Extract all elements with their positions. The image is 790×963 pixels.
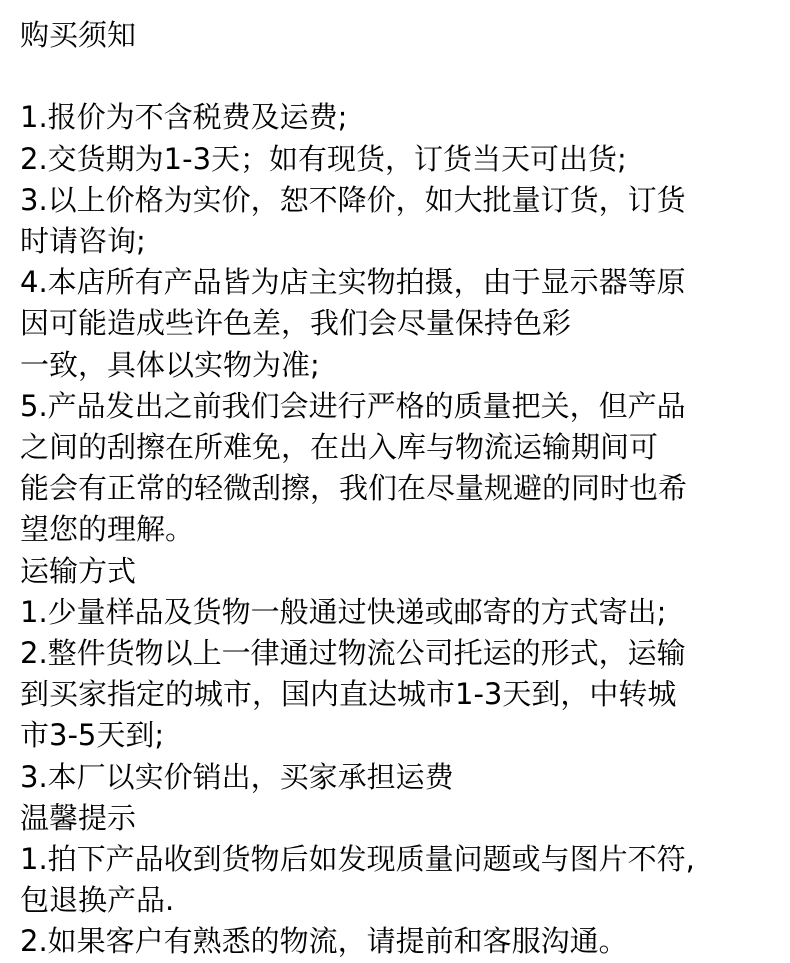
tips-heading: 温馨提示 — [20, 800, 137, 835]
notice-line: 因可能造成些许色差，我们会尽量保持色彩 — [20, 306, 572, 341]
tips-line: 包退换产品. — [20, 883, 175, 918]
notice-line: 一致，具体以实物为准; — [20, 347, 320, 382]
tips-line: 1.拍下产品收到货物后如发现质量问题或与图片不符, — [20, 842, 695, 877]
tips-line: 2.如果客户有熟悉的物流，请提前和客服沟通。 — [20, 924, 628, 959]
notice-heading: 购买须知 — [20, 18, 137, 52]
notice-line: 2.交货期为1-3天；如有现货，订货当天可出货; — [20, 141, 627, 176]
notice-line: 时请咨询; — [20, 224, 146, 258]
notice-line: 望您的理解。 — [20, 512, 195, 547]
notice-line: 5.产品发出之前我们会进行严格的质量把关，但产品 — [20, 388, 686, 423]
notice-line: 之间的刮擦在所难免，在出入库与物流运输期间可 — [20, 430, 659, 465]
shipping-line: 3.本厂以实价销出，买家承担运费 — [20, 759, 454, 794]
purchase-notice-document — [20, 15, 770, 963]
shipping-heading: 运输方式 — [20, 553, 137, 588]
shipping-line: 1.少量样品及货物一般通过快递或邮寄的方式寄出; — [20, 594, 667, 629]
notice-line: 4.本店所有产品皆为店主实物拍摄，由于显示器等原 — [20, 265, 686, 300]
notice-line: 3.以上价格为实价，恕不降价，如大批量订货，订货 — [20, 182, 686, 217]
blank-line — [20, 56, 770, 97]
shipping-line: 到买家指定的城市，国内直达城市1-3天到，中转城 — [20, 677, 677, 712]
shipping-line: 市3-5天到; — [20, 718, 165, 753]
shipping-line: 2.整件货物以上一律通过物流公司托运的形式，运输 — [20, 636, 686, 671]
notice-line: 能会有正常的轻微刮擦，我们在尽量规避的同时也希 — [20, 471, 688, 506]
notice-line: 1.报价为不含税费及运费; — [20, 100, 348, 135]
